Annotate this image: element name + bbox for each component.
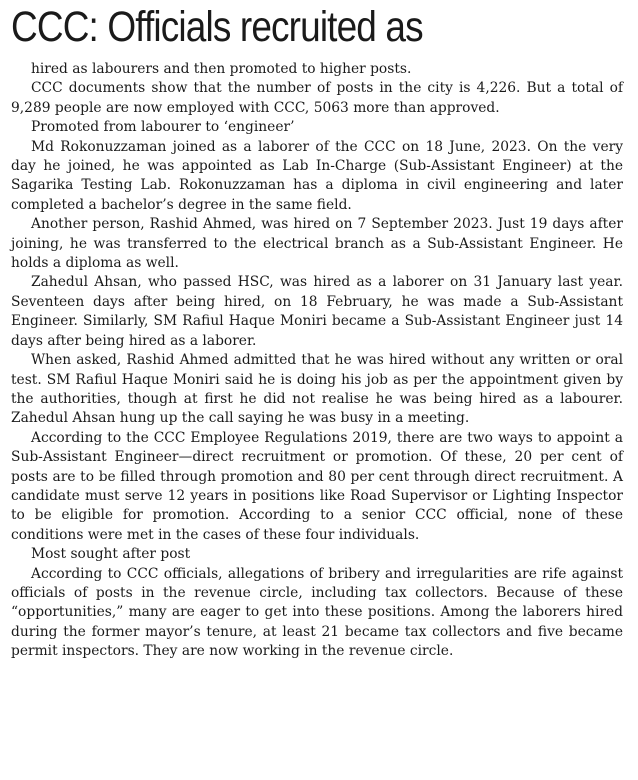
paragraph-rokonuzzaman: Md Rokonuzzaman joined as a laborer of the CCC on 18 June, 2023. On the very day he joined, he was appointed as Lab In-Charge (Sub-Assistant Engineer) at the Sagarika Testing Lab. Rokonuzzaman has a diploma in civil engineering and later completed a bachelor’s degree in the same field.	[11, 138, 623, 213]
headline: CCC: Officials recruited as	[11, 3, 423, 51]
paragraph-continuation: hired as labourers and then promoted to higher posts.	[31, 61, 412, 77]
paragraph-rashid-ahmed: Another person, Rashid Ahmed, was hired on 7 September 2023. Just 19 days after joining, he was transferred to the electrical branch as a Sub-Assistant Engineer. He holds a diploma as well.	[11, 216, 623, 272]
paragraph-posts-count: CCC documents show that the number of posts in the city is 4,226. But a total of 9,289 people are now employed with CCC, 5063 more than approved.	[11, 80, 623, 116]
article-body	[11, 60, 623, 662]
subheading-most-sought: Most sought after post	[31, 546, 191, 563]
paragraph-regulations: According to the CCC Employee Regulations 2019, there are two ways to appoint a Sub-Assistant Engineer—direct recruitment or promotion. Of these, 20 per cent of posts are to be filled through promotion and 80 per cent through direct recruitment. A candidate must serve 12 years in positions like Road Supervisor or Lighting Inspector to be eligible for promotion. According to a senior CCC official, none of these conditions were met in the cases of these four individuals.	[11, 429, 623, 543]
paragraph-when-asked: When asked, Rashid Ahmed admitted that he was hired without any written or oral test. SM Rafiul Haque Moniri said he is doing his job as per the appointment given by the authorities, though at first he did not realise he was being hired as a labourer. Zahedul Ahsan hung up the call saying he was busy in a meeting.	[11, 352, 623, 427]
subheading-promoted: Promoted from labourer to ‘engineer’	[31, 119, 295, 136]
paragraph-revenue-circle: According to CCC officials, allegations of bribery and irregularities are rife against officials of posts in the revenue circle, including tax collectors. Because of these “opportunities,” many are eager to get into these positions. Among the laborers hired during the former mayor’s tenure, at least 21 became tax collectors and five became permit inspectors. They are now working in the revenue circle.	[11, 565, 623, 660]
paragraph-zahedul-ahsan: Zahedul Ahsan, who passed HSC, was hired as a laborer on 31 January last year. Seventeen days after being hired, on 18 February, he was made a Sub-Assistant Engineer. Similarly, SM Rafiul Haque Moniri became a Sub-Assistant Engineer just 14 days after being hired as a laborer.	[11, 274, 623, 349]
